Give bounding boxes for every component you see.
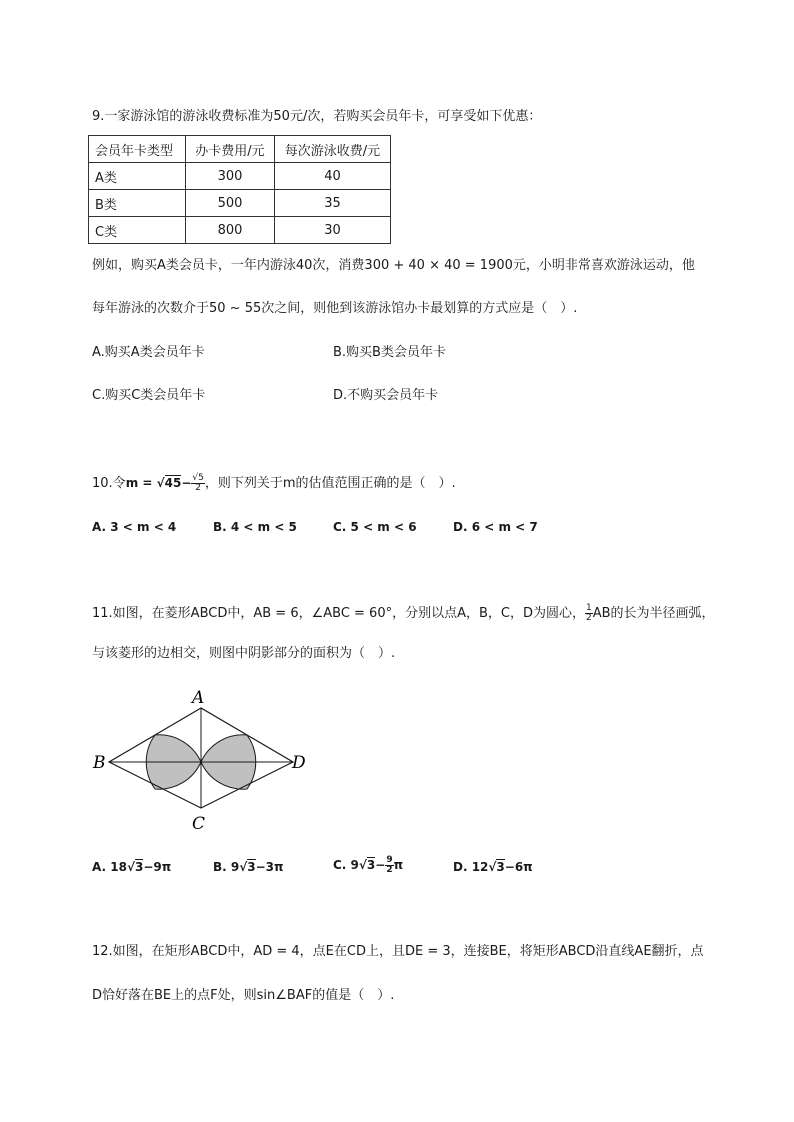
q11-option-a-pre: A. 18 bbox=[92, 860, 127, 874]
q12-line2: D恰好落在BE上的点F处，则sin∠BAF的值是（ ）. bbox=[92, 988, 395, 1003]
table-cell: 300 bbox=[186, 163, 275, 190]
table-cell: 35 bbox=[275, 190, 391, 217]
q10-stem: 10.令m = √45− $\frac{√5}{2}$ ，则下列关于m的估值范围正确的是（ ）. bbox=[92, 473, 456, 493]
table-cell: 30 bbox=[275, 217, 391, 244]
q12-line1: 12.如图，在矩形ABCD中，AD = 4，点E在CD上，且DE = 3，连接BE，将矩形ABCD沿直线AE翻折，点 bbox=[92, 944, 704, 959]
q11-option-b-sqrt: 3 bbox=[247, 860, 256, 874]
q10-frac-num: √5 bbox=[192, 473, 204, 483]
vertex-label-b: B bbox=[93, 753, 106, 773]
q11-option-c[interactable]: C. 9√3− $\frac{9}{2}$ π bbox=[333, 855, 404, 875]
q9-option-d[interactable]: D.不购买会员年卡 bbox=[333, 388, 439, 403]
q9-option-c[interactable]: C.购买C类会员年卡 bbox=[92, 388, 206, 403]
q10-prefix: 10.令 bbox=[92, 476, 126, 491]
q11-option-d[interactable]: D. 12√3−6π bbox=[453, 860, 533, 874]
q11-option-b[interactable]: B. 9√3−3π bbox=[213, 860, 284, 874]
q11-frac-den: 2 bbox=[586, 613, 592, 623]
q9-title: 9.一家游泳馆的游泳收费标准为50元/次，若购买会员年卡，可享受如下优惠： bbox=[92, 109, 542, 124]
q11-option-c-frac-den: 2 bbox=[386, 865, 393, 875]
vertex-label-d: D bbox=[292, 753, 306, 773]
q9-line1: 例如，购买A类会员卡，一年内游泳40次，消费300 + 40 × 40 = 1900元，小明非常喜欢游泳运动，他 bbox=[92, 258, 695, 273]
q11-option-c-frac-num: 9 bbox=[386, 855, 393, 865]
q11-frac-num: 1 bbox=[586, 603, 592, 613]
q11-line1-b: AB的长为半径画弧， bbox=[592, 606, 715, 621]
q11-option-c-pre: C. 9 bbox=[333, 858, 359, 872]
q11-line1-a: 11.如图，在菱形ABCD中，AB = 6，∠ABC = 60°，分别以点A，B，C，D为圆心， bbox=[92, 606, 585, 621]
q11-option-d-pre: D. 12 bbox=[453, 860, 489, 874]
q11-option-d-post: −6π bbox=[504, 860, 533, 874]
q10-option-c[interactable]: C. 5 < m < 6 bbox=[333, 520, 417, 534]
q9-option-a[interactable]: A.购买A类会员年卡 bbox=[92, 345, 205, 360]
q9-option-b[interactable]: B.购买B类会员年卡 bbox=[333, 345, 446, 360]
q11-option-a-post: −9π bbox=[143, 860, 172, 874]
q11-option-c-sqrt: 3 bbox=[366, 858, 376, 872]
q11-option-c-mid: − bbox=[375, 858, 386, 872]
table-cell: C类 bbox=[89, 217, 186, 244]
table-cell: 500 bbox=[186, 190, 275, 217]
rhombus-figure bbox=[88, 684, 318, 834]
q10-suffix: ，则下列关于m的估值范围正确的是（ ）. bbox=[204, 476, 456, 491]
q11-option-c-post: π bbox=[393, 858, 404, 872]
q11-option-d-sqrt: 3 bbox=[496, 860, 505, 874]
table-cell: B类 bbox=[89, 190, 186, 217]
table-header-row bbox=[89, 136, 391, 163]
q11-option-b-post: −3π bbox=[255, 860, 284, 874]
q11-line2: 与该菱形的边相交，则图中阴影部分的面积为（ ）. bbox=[92, 646, 396, 661]
q11-option-b-pre: B. 9 bbox=[213, 860, 240, 874]
table-row bbox=[89, 217, 391, 244]
table-row bbox=[89, 190, 391, 217]
q10-sqrt-arg: 45 bbox=[164, 476, 182, 490]
vertex-label-c: C bbox=[192, 814, 206, 834]
table-header-cell: 办卡费用/元 bbox=[186, 136, 275, 163]
q10-frac-den: 2 bbox=[195, 483, 201, 493]
table-cell: A类 bbox=[89, 163, 186, 190]
q11-option-a[interactable]: A. 18√3−9π bbox=[92, 860, 172, 874]
q11-line1 bbox=[92, 604, 715, 623]
q9-line2: 每年游泳的次数介于50 ~ 55次之间，则他到该游泳馆办卡最划算的方式应是（ ）. bbox=[92, 301, 578, 316]
fee-table bbox=[88, 135, 391, 244]
q10-option-a[interactable]: A. 3 < m < 4 bbox=[92, 520, 177, 534]
vertex-label-a: A bbox=[192, 688, 205, 708]
q10-minus: − bbox=[181, 476, 192, 490]
table-cell: 40 bbox=[275, 163, 391, 190]
table-header-cell: 会员年卡类型 bbox=[89, 136, 186, 163]
q11-option-a-sqrt: 3 bbox=[134, 860, 144, 874]
q10-option-d[interactable]: D. 6 < m < 7 bbox=[453, 520, 538, 534]
table-cell: 800 bbox=[186, 217, 275, 244]
q10-m-eq: m = bbox=[125, 476, 157, 490]
table-row bbox=[89, 163, 391, 190]
q10-option-b[interactable]: B. 4 < m < 5 bbox=[213, 520, 297, 534]
table-header-cell: 每次游泳收费/元 bbox=[275, 136, 391, 163]
